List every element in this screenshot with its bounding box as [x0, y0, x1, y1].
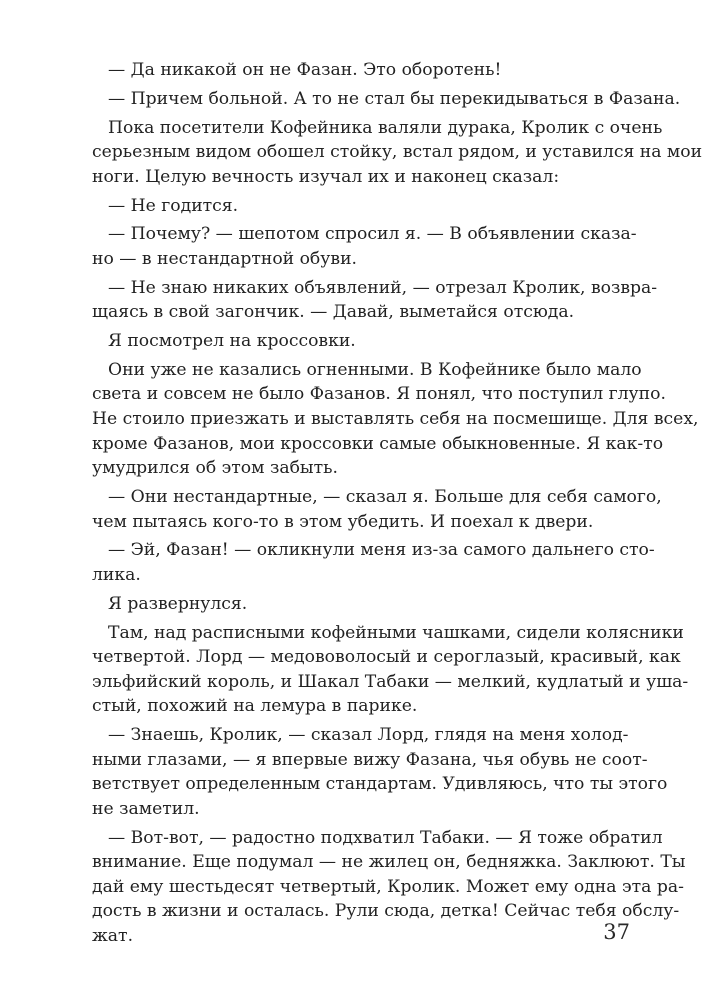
text-line: внимание. Еще подумал — не жилец он, бедняжка. Заклюют. Ты	[92, 852, 686, 873]
text-line: — Вот-вот, — радостно подхватил Табаки. — Я тоже обратил	[108, 827, 663, 848]
page-number: 37	[603, 920, 630, 944]
page-text-body	[92, 58, 703, 949]
text-line: ветствует определенным стандартам. Удивляюсь, что ты этого	[92, 774, 668, 795]
text-line: света и совсем не было Фазанов. Я понял, что поступил глупо.	[92, 384, 666, 405]
text-line: но — в нестандартной обуви.	[92, 248, 357, 269]
text-line: дость в жизни и осталась. Рули сюда, детка! Сейчас тебя обслу-	[92, 901, 680, 922]
text-line: дай ему шестьдесят четвертый, Кролик. Может ему одна эта ра-	[92, 876, 684, 897]
text-line: кроме Фазанов, мои кроссовки самые обыкновенные. Я как-то	[92, 433, 664, 454]
text-line: четвертой. Лорд — медововолосый и сероглазый, красивый, как	[92, 647, 681, 668]
text-line: — Да никакой он не Фазан. Это оборотень!	[108, 60, 502, 80]
text-line: эльфийский король, и Шакал Табаки — мелкий, кудлатый и уша-	[92, 671, 689, 692]
text-line: Пока посетители Кофейника валяли дурака, Кролик с очень	[108, 117, 663, 138]
text-line: Они уже не казались огненными. В Кофейнике было мало	[108, 359, 642, 380]
text-line: — Знаешь, Кролик, — сказал Лорд, глядя на меня холод-	[108, 725, 629, 746]
text-line: ноги. Целую вечность изучал их и наконец сказал:	[92, 166, 560, 187]
text-line: — Эй, Фазан! — окликнули меня из-за самого дальнего сто-	[108, 540, 655, 561]
text-line: — Не годится.	[108, 195, 239, 216]
text-line: жат.	[92, 926, 134, 947]
text-line: лика.	[92, 564, 141, 585]
text-line: серьезным видом обошел стойку, встал рядом, и уставился на мои	[92, 142, 703, 163]
text-line: — Причем больной. А то не стал бы перекидываться в Фазана.	[108, 88, 681, 109]
text-line: щаясь в свой загончик. — Давай, выметайся отсюда.	[92, 302, 575, 323]
text-line: Я развернулся.	[108, 593, 248, 614]
text-line: Не стоило приезжать и выставлять себя на посмешище. Для всех,	[92, 409, 699, 430]
text-line: — Они нестандартные, — сказал я. Больше для себя самого,	[108, 487, 662, 507]
text-line: Там, над расписными кофейными чашками, сидели колясники	[108, 622, 684, 643]
text-line: стый, похожий на лемура в парике.	[92, 696, 418, 717]
text-line: — Почему? — шепотом спросил я. — В объявлении сказа-	[108, 224, 637, 245]
text-line: чем пытаясь кого-то в этом убедить. И поехал к двери.	[92, 511, 594, 532]
text-line: умудрился об этом забыть.	[92, 458, 338, 479]
text-line: не заметил.	[92, 798, 200, 819]
text-line: ными глазами, — я впервые вижу Фазана, чья обувь не соот-	[92, 749, 648, 770]
text-line: — Не знаю никаких объявлений, — отрезал Кролик, возвра-	[108, 277, 658, 298]
text-line: Я посмотрел на кроссовки.	[108, 331, 356, 352]
